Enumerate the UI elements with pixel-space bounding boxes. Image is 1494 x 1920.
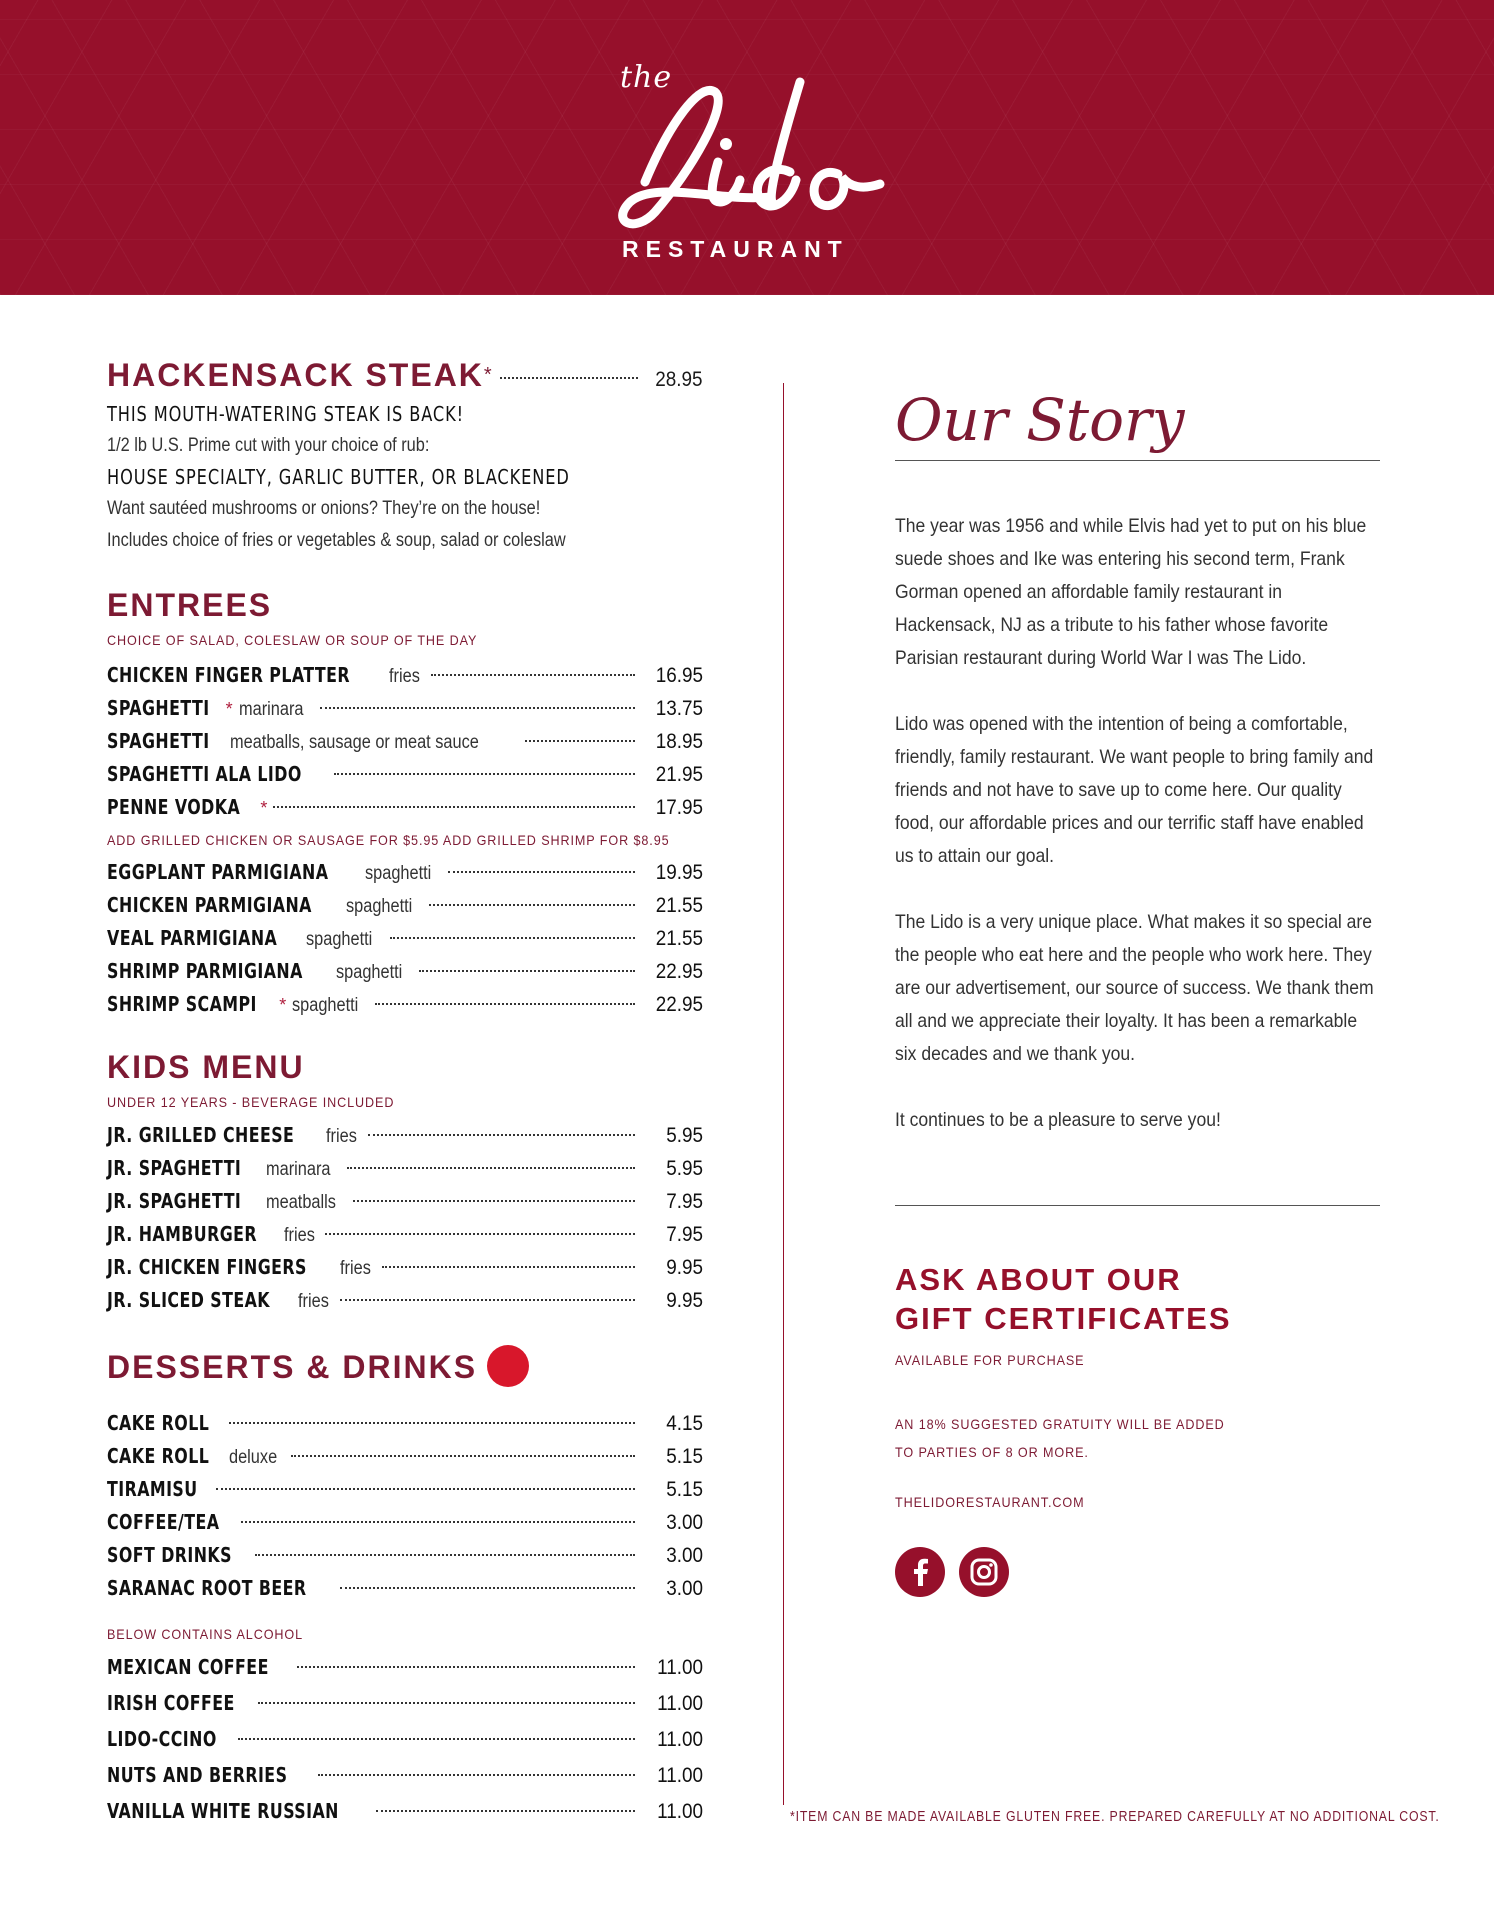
- kids-list: [107, 1119, 703, 1317]
- dot-leader: [431, 674, 635, 676]
- gratuity-note-line-1: AN 18% SUGGESTED GRATUITY WILL BE ADDED: [895, 1416, 1225, 1432]
- menu-item-row: [107, 1119, 703, 1152]
- entrees-title: ENTREES: [107, 587, 273, 623]
- item-name: IRISH COFFEE: [107, 1691, 235, 1715]
- item-desc: deluxe: [229, 1447, 278, 1468]
- item-name: SHRIMP PARMIGIANA: [107, 959, 303, 983]
- instagram-icon[interactable]: [959, 1547, 1009, 1597]
- item-desc: marinara: [238, 699, 304, 720]
- menu-item-row: [107, 791, 703, 824]
- item-name: SPAGHETTI ALA LIDO: [107, 762, 302, 786]
- menu-item-row: [107, 856, 703, 889]
- gift-certificates-title: [895, 1260, 1395, 1338]
- dot-leader: [390, 937, 635, 939]
- item-price: 21.95: [655, 763, 703, 786]
- item-desc: spaghetti: [306, 929, 373, 950]
- kids-title: KIDS MENU: [107, 1049, 305, 1085]
- item-price: 7.95: [666, 1190, 703, 1213]
- desserts-list: [107, 1407, 703, 1605]
- dot-leader: [429, 904, 635, 906]
- story-paragraph: The year was 1956 and while Elvis had yet to put on his blue suede shoes and Ike was entering his second term, Frank Gorman opened an affordable family restaurant in Hackensack, NJ as a tribute to his father whose favorite Parisian restaurant during World War I was The Lido.: [895, 515, 1367, 669]
- dot-leader: [318, 1774, 635, 1776]
- item-price: 3.00: [666, 1511, 703, 1534]
- item-price: 11.00: [657, 1656, 703, 1679]
- desserts-title: DESSERTS & DRINKS: [107, 1347, 703, 1387]
- item-desc: spaghetti: [345, 896, 413, 917]
- dot-leader: [353, 1200, 635, 1202]
- our-story-title: Our Story: [895, 386, 1185, 454]
- dot-leader: [320, 707, 635, 709]
- entrees-subtitle: CHOICE OF SALAD, COLESLAW OR SOUP OF THE DAY: [107, 632, 478, 648]
- item-desc: fries: [283, 1225, 315, 1246]
- item-desc: meatballs, sausage or meat sauce: [229, 732, 479, 753]
- gluten-free-star: *: [260, 798, 268, 818]
- steak-line-4: Want sautéed mushrooms or onions? They’re on the house!: [107, 498, 541, 519]
- gluten-free-star: *: [279, 995, 287, 1015]
- dot-leader: [297, 1666, 635, 1668]
- item-price: 21.55: [655, 894, 703, 917]
- item-price: 11.00: [657, 1692, 703, 1715]
- item-price: 11.00: [657, 1728, 703, 1751]
- item-name: CHICKEN FINGER PLATTER: [107, 663, 350, 687]
- dot-leader: [340, 1299, 635, 1301]
- item-price: 11.00: [657, 1800, 703, 1823]
- item-name: SOFT DRINKS: [107, 1543, 233, 1567]
- steak-title: HACKENSACK STEAK*: [107, 357, 494, 393]
- item-name: JR. CHICKEN FINGERS: [107, 1255, 307, 1279]
- menu-item-row: [107, 1757, 703, 1793]
- website-link[interactable]: THELIDORESTAURANT.COM: [895, 1494, 1085, 1510]
- story-paragraph: The Lido is a very unique place. What makes it so special are the people who eat here and the people who work here. They are our advertisement, our source of success. We thank them all and we appreciate their loyalty. It has been a remarkable six decades and we thank you.: [895, 911, 1374, 1065]
- item-name: CAKE ROLL: [107, 1444, 210, 1468]
- menu-item-row: [107, 1218, 703, 1251]
- gift-title-line-1: ASK ABOUT OUR: [895, 1262, 1182, 1297]
- menu-item-row: [107, 1685, 703, 1721]
- dot-leader: [375, 1003, 635, 1005]
- item-name: CAKE ROLL: [107, 1411, 210, 1435]
- alcohol-list: [107, 1649, 703, 1829]
- item-price: 5.15: [666, 1478, 703, 1501]
- item-name: TIRAMISU: [107, 1477, 198, 1501]
- item-price: 21.55: [655, 927, 703, 950]
- menu-item-row: [107, 955, 703, 988]
- story-rule-bottom: [895, 1205, 1380, 1206]
- item-price: 16.95: [655, 664, 703, 687]
- item-name: JR. HAMBURGER: [107, 1222, 258, 1246]
- dot-leader: [334, 773, 635, 775]
- steak-line-3: HOUSE SPECIALTY, GARLIC BUTTER, OR BLACKENED: [107, 465, 570, 489]
- steak-heading-row: [107, 355, 703, 399]
- item-name: NUTS AND BERRIES: [107, 1763, 288, 1787]
- story-body: [895, 510, 1380, 1170]
- item-price: 4.15: [666, 1412, 703, 1435]
- info-column: [895, 380, 1380, 1510]
- logo-the-text: the: [620, 60, 673, 95]
- menu-item-row: [107, 659, 703, 692]
- kids-subtitle: UNDER 12 YEARS - BEVERAGE INCLUDED: [107, 1094, 395, 1110]
- dot-leader: [238, 1738, 635, 1740]
- item-price: 17.95: [655, 796, 703, 819]
- steak-line-1: THIS MOUTH-WATERING STEAK IS BACK!: [107, 402, 464, 426]
- column-divider: [783, 383, 784, 1805]
- gluten-free-star: *: [225, 699, 233, 719]
- item-desc: marinara: [265, 1159, 331, 1180]
- item-desc: spaghetti: [364, 863, 431, 884]
- menu-item-row: [107, 1152, 703, 1185]
- menu-item-row: [107, 1721, 703, 1757]
- dot-leader: [325, 1233, 635, 1235]
- gluten-free-footnote: *ITEM CAN BE MADE AVAILABLE GLUTEN FREE. PREPARED CAREFULLY AT NO ADDITIONAL COST.: [790, 1808, 1440, 1825]
- steak-line-5: Includes choice of fries or vegetables & soup, salad or coleslaw: [107, 530, 566, 551]
- facebook-icon[interactable]: [895, 1547, 945, 1597]
- item-name: SHRIMP SCAMPI: [107, 992, 257, 1016]
- story-paragraph: It continues to be a pleasure to serve you!: [895, 1109, 1221, 1131]
- menu-item-row: [107, 1793, 703, 1829]
- item-price: 11.00: [657, 1764, 703, 1787]
- item-desc: spaghetti: [335, 962, 402, 983]
- header-banner: [0, 0, 1494, 295]
- menu-item-row: [107, 1473, 703, 1506]
- item-price: 7.95: [666, 1223, 703, 1246]
- item-price: 5.95: [666, 1157, 703, 1180]
- dot-leader: [216, 1488, 635, 1490]
- item-price: 19.95: [655, 861, 703, 884]
- item-name: JR. SPAGHETTI: [107, 1189, 242, 1213]
- menu-item-row: [107, 1407, 703, 1440]
- item-name: JR. SLICED STEAK: [107, 1288, 271, 1312]
- menu-item-row: [107, 922, 703, 955]
- item-name: SPAGHETTI: [107, 729, 210, 753]
- item-price: 5.95: [666, 1124, 703, 1147]
- dot-leader: [340, 1587, 635, 1589]
- item-name: SPAGHETTI: [107, 696, 210, 720]
- item-name: JR. SPAGHETTI: [107, 1156, 242, 1180]
- item-name: SARANAC ROOT BEER: [107, 1576, 307, 1600]
- item-price: 13.75: [655, 697, 703, 720]
- item-price: 3.00: [666, 1577, 703, 1600]
- item-name: EGGPLANT PARMIGIANA: [107, 860, 329, 884]
- dot-leader: [525, 740, 635, 742]
- item-name: LIDO-CCINO: [107, 1727, 217, 1751]
- item-price: 9.95: [666, 1256, 703, 1279]
- gift-title-line-2: GIFT CERTIFICATES: [895, 1301, 1232, 1336]
- item-price: 3.00: [666, 1544, 703, 1567]
- logo-restaurant-text: RESTAURANT: [622, 236, 849, 262]
- story-rule-top: [895, 460, 1380, 461]
- menu-item-row: [107, 988, 703, 1021]
- item-desc: fries: [389, 666, 421, 687]
- menu-item-row: [107, 1440, 703, 1473]
- menu-item-row: [107, 725, 703, 758]
- item-desc: fries: [325, 1126, 357, 1147]
- item-desc: spaghetti: [292, 995, 359, 1016]
- menu-item-row: [107, 692, 703, 725]
- story-paragraph: Lido was opened with the intention of being a comfortable, friendly, family restaurant. We want people to bring family and friends and not have to save up to come here. Our quality food, our affordable prices and our terrific staff have enabled us to attain our goal.: [895, 713, 1374, 867]
- menu-item-row: [107, 1572, 703, 1605]
- menu-item-row: [107, 758, 703, 791]
- gratuity-note-line-2: TO PARTIES OF 8 OR MORE.: [895, 1444, 1089, 1460]
- item-price: 22.95: [655, 993, 703, 1016]
- dot-leader: [273, 806, 635, 808]
- dot-leader: [229, 1422, 635, 1424]
- item-name: VANILLA WHITE RUSSIAN: [107, 1799, 339, 1823]
- menu-item-row: [107, 1649, 703, 1685]
- item-price: 5.15: [666, 1445, 703, 1468]
- gift-available-note: AVAILABLE FOR PURCHASE: [895, 1352, 1085, 1368]
- item-name: MEXICAN COFFEE: [107, 1655, 269, 1679]
- item-price: 9.95: [666, 1289, 703, 1312]
- item-desc: meatballs: [265, 1192, 336, 1213]
- item-name: JR. GRILLED CHEESE: [107, 1123, 295, 1147]
- menu-item-row: [107, 1539, 703, 1572]
- dot-leader: [347, 1167, 635, 1169]
- menu-column: [107, 355, 703, 1829]
- menu-item-row: [107, 1506, 703, 1539]
- dot-leader: [291, 1455, 635, 1457]
- dot-leader: [258, 1702, 635, 1704]
- dot-leader: [382, 1266, 635, 1268]
- entrees-addon-note: ADD GRILLED CHICKEN OR SAUSAGE FOR $5.95 ADD GRILLED SHRIMP FOR $8.95: [107, 832, 670, 848]
- menu-item-row: [107, 1185, 703, 1218]
- lido-logo: [600, 52, 900, 272]
- entrees-list-a: [107, 659, 703, 824]
- entrees-list-b: [107, 856, 703, 1021]
- alcohol-label: BELOW CONTAINS ALCOHOL: [107, 1626, 304, 1642]
- menu-item-row: [107, 1284, 703, 1317]
- item-name: COFFEE/TEA: [107, 1510, 220, 1534]
- dot-leader: [255, 1554, 635, 1556]
- steak-line-2: 1/2 lb U.S. Prime cut with your choice of rub:: [107, 435, 430, 456]
- item-name: CHICKEN PARMIGIANA: [107, 893, 312, 917]
- dot-leader: [448, 871, 635, 873]
- steak-price: 28.95: [655, 368, 703, 391]
- item-price: 18.95: [655, 730, 703, 753]
- coca-cola-logo-icon: [487, 1345, 529, 1387]
- dot-leader: [376, 1810, 635, 1812]
- item-desc: fries: [340, 1258, 372, 1279]
- dot-leader: [241, 1521, 635, 1523]
- item-price: 22.95: [655, 960, 703, 983]
- item-desc: fries: [298, 1291, 330, 1312]
- item-name: VEAL PARMIGIANA: [107, 926, 278, 950]
- dot-leader: [500, 377, 639, 379]
- menu-item-row: [107, 889, 703, 922]
- menu-item-row: [107, 1251, 703, 1284]
- dot-leader: [419, 970, 635, 972]
- logo-script-lido: [600, 62, 900, 242]
- dot-leader: [368, 1134, 635, 1136]
- item-name: PENNE VODKA: [107, 795, 241, 819]
- social-links: [895, 1547, 1009, 1597]
